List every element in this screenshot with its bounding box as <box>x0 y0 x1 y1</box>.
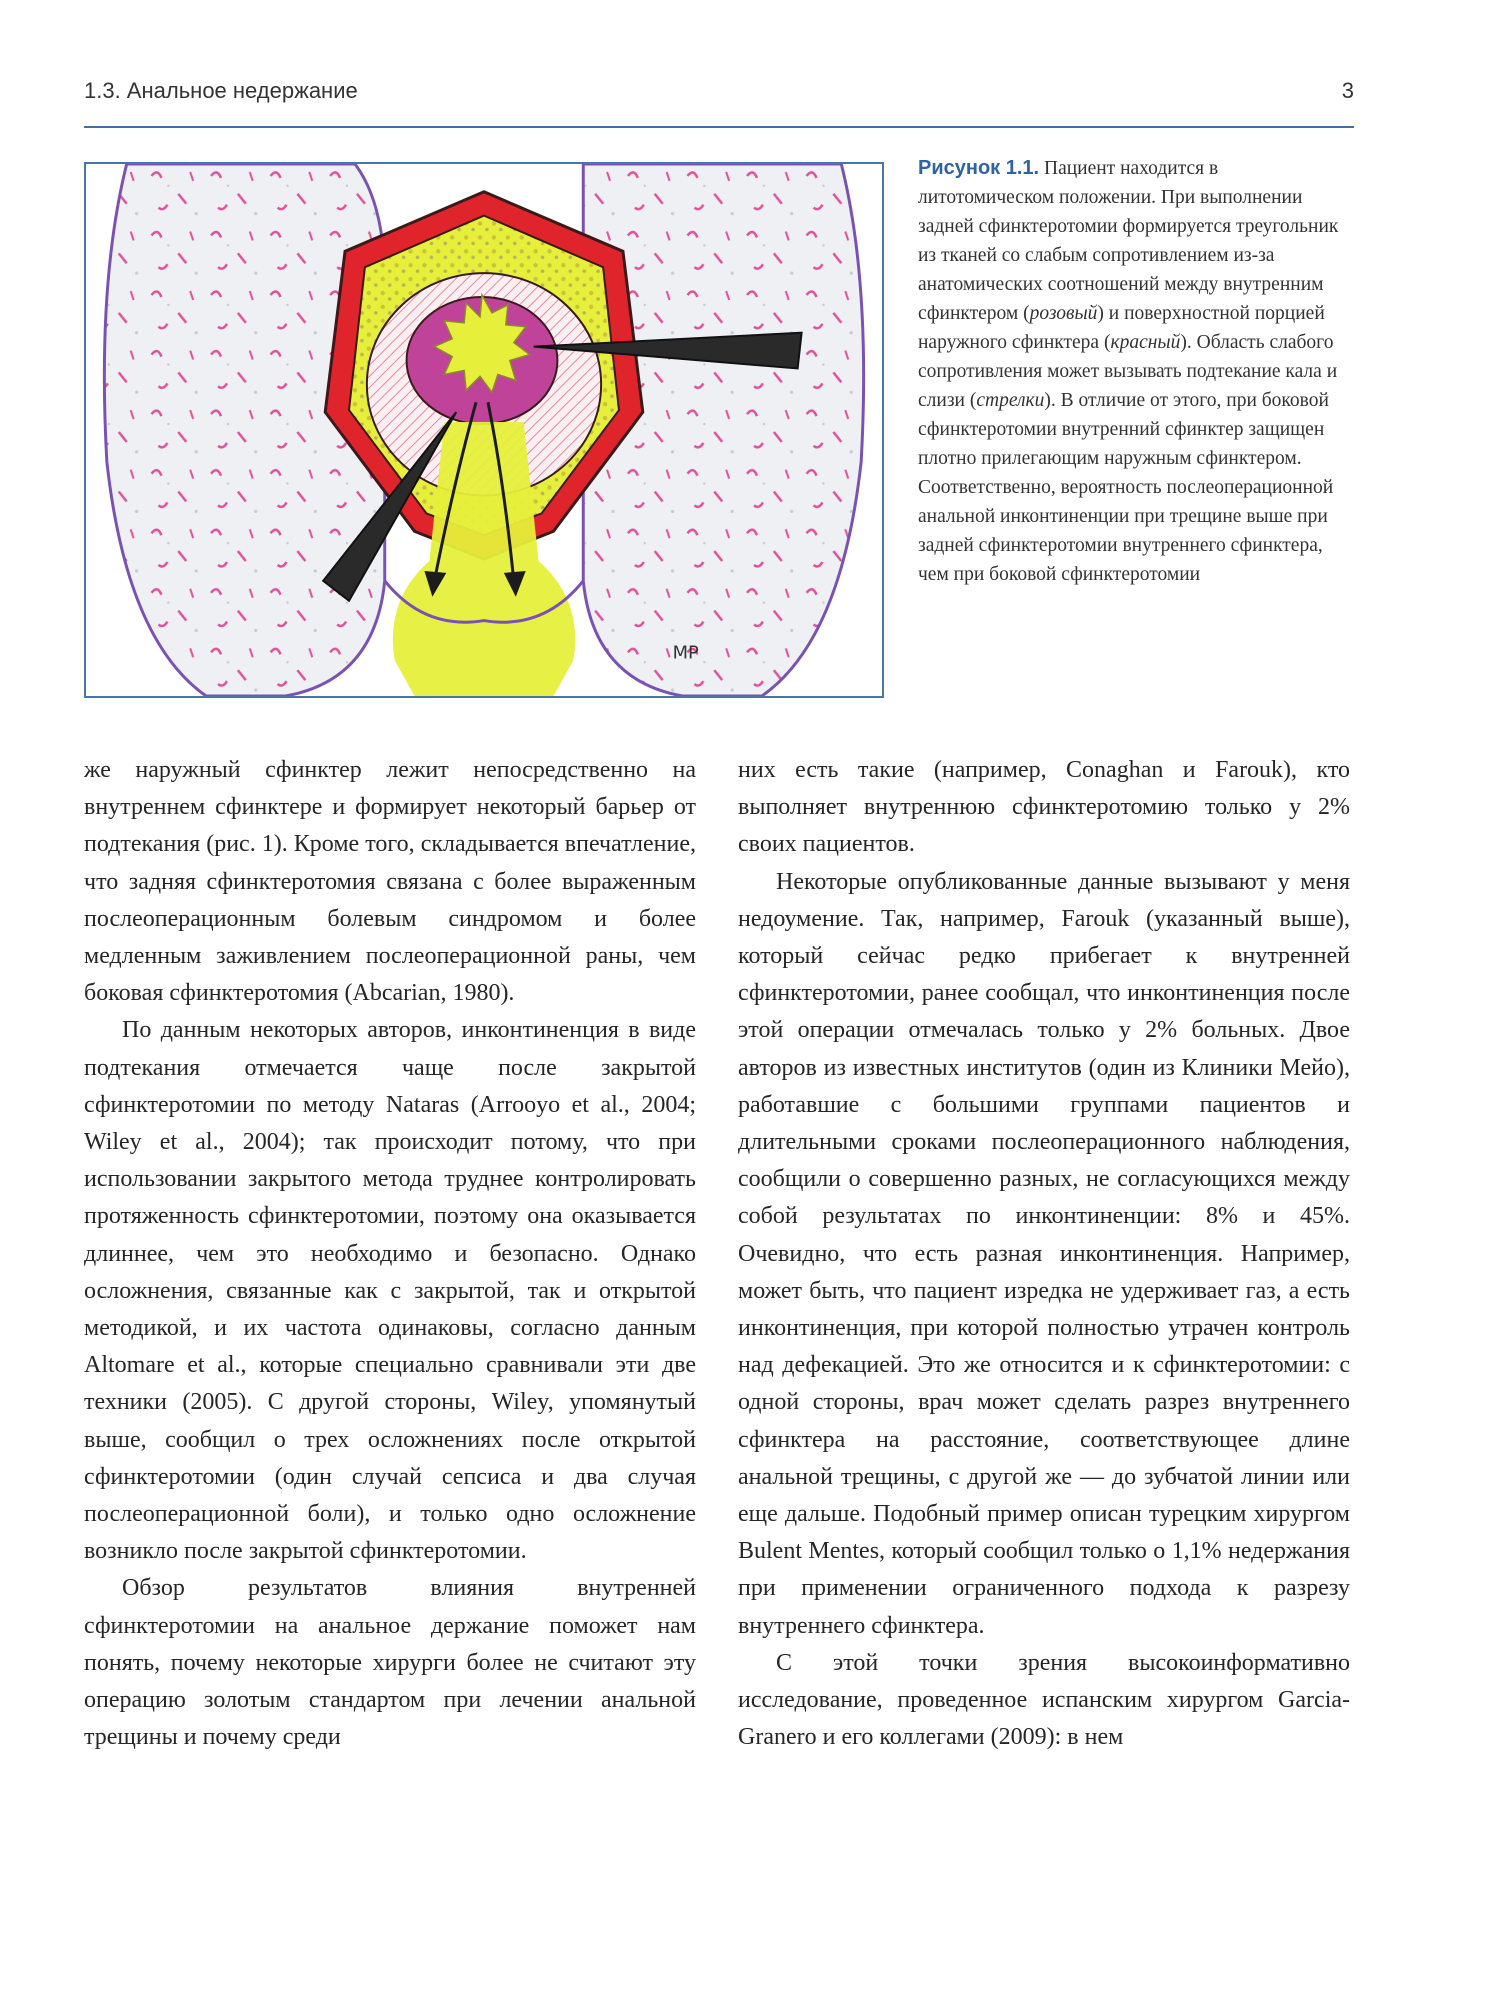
running-header <box>84 70 1354 128</box>
caption-text-1: Пациент находится в литотомическом положении. При выполнении задней сфинктеротомии формируется треугольник из тканей со слабым сопротивлением из-за анатомических соотношений между внутренним сфинктером ( <box>918 158 1339 324</box>
caption-emphasis-red: красный <box>1110 332 1181 353</box>
paragraph: Некоторые опубликованные данные вызывают у меня недоумение. Так, например, Farouk (указанный выше), который сейчас редко прибегает к внутренней сфинктеротомии, ранее сообщал, что инконтиненция после этой операции отмечалась только у 2% больных. Двое авторов из известных институтов (один из Клиники Мейо), работавшие с большими группами пациентов и длительными сроками послеоперационного наблюдения, сообщили о совершенно разных, не согласующихся между собой результатах по инконтиненции: 8% и 45%. Очевидно, что есть разная инконтиненция. Например, может быть, что пациент изредка не удерживает газ, а есть инконтиненция, при которой полностью утрачен контроль над дефекацией. Это же относится и к сфинктеротомии: с одной стороны, врач может сделать разрез внутреннего сфинктера на расстояние, соответствующее длине анальной трещины, с другой же — до зубчатой линии или еще дальше. Подобный пример описан турецким хирургом Bulent Mentes, который сообщил только о 1,1% недержания при применении ограниченного подхода к разрезу внутреннего сфинктера. <box>738 868 1350 1639</box>
paragraph: Обзор результатов влияния внутренней сфинктеротомии на анальное держание поможет нам понять, почему некоторые хирурги более не считают эту операцию золотым стандартом при лечении анальной трещины и почему среди <box>84 1575 696 1751</box>
caption-text-2: ) и поверхностной порцией наружного сфинктера ( <box>918 303 1325 353</box>
body-column-right <box>738 752 1350 1756</box>
caption-text-4: ). В отличие от этого, при боковой сфинктеротомии внутренний сфинктер защищен плотно прилегающим наружным сфинктером. Соответственно, вероятность послеоперационной анальной инконтиненции при трещине выше при задней сфинктеротомии внутреннего сфинктера, чем при боковой сфинктеротомии <box>918 390 1334 585</box>
caption-emphasis-arrows: стрелки <box>976 390 1045 411</box>
caption-emphasis-pink: розовый <box>1029 303 1098 324</box>
paragraph: С этой точки зрения высокоинформативно исследование, проведенное испанским хирургом Garcia-Granero и его коллегами (2009): в нем <box>738 1649 1350 1751</box>
caption-label: Рисунок 1.1. <box>918 157 1040 179</box>
artist-signature: MP <box>672 642 699 664</box>
figure-caption <box>918 154 1358 589</box>
page-number: 3 <box>1341 78 1354 103</box>
caption-text-3: ). Область слабого сопротивления может вызывать подтекание кала и слизи ( <box>918 332 1338 411</box>
paragraph: них есть такие (например, Conaghan и Farouk), кто выполняет внутреннюю сфинктеротомию только у 2% своих пациентов. <box>738 757 1350 858</box>
paragraph: По данным некоторых авторов, инконтиненция в виде подтекания отмечается чаще после закрытой сфинктеротомии по методу Nataras (Arrooyo et al., 2004; Wiley et al., 2004); так происходит потому, что при использовании закрытого метода труднее контролировать протяженность сфинктеротомии, поэтому она оказывается длиннее, чем это необходимо и безопасно. Однако осложнения, связанные как с закрытой, так и открытой методикой, и их частота одинаковы, согласно данным Altomare et al., которые специально сравнивали эти две техники (2005). С другой стороны, Wiley, упомянутый выше, сообщил о трех осложнениях после открытой сфинктеротомии (один случай сепсиса и два случая послеоперационной боли), и только одно осложнение возникло после закрытой сфинктеротомии. <box>84 1017 696 1565</box>
section-title: 1.3. Анальное недержание <box>84 78 358 103</box>
body-column-left <box>84 752 696 1756</box>
paragraph: же наружный сфинктер лежит непосредственно на внутреннем сфинктере и формирует некоторый барьер от подтекания (рис. 1). Кроме того, складывается впечатление, что задняя сфинктеротомия связана с более выраженным послеоперационным болевым синдромом и более медленным заживлением послеоперационной раны, чем боковая сфинктеротомия (Abcarian, 1980). <box>84 757 696 1007</box>
figure-1-1 <box>84 162 884 698</box>
anatomical-drawing <box>86 164 882 696</box>
